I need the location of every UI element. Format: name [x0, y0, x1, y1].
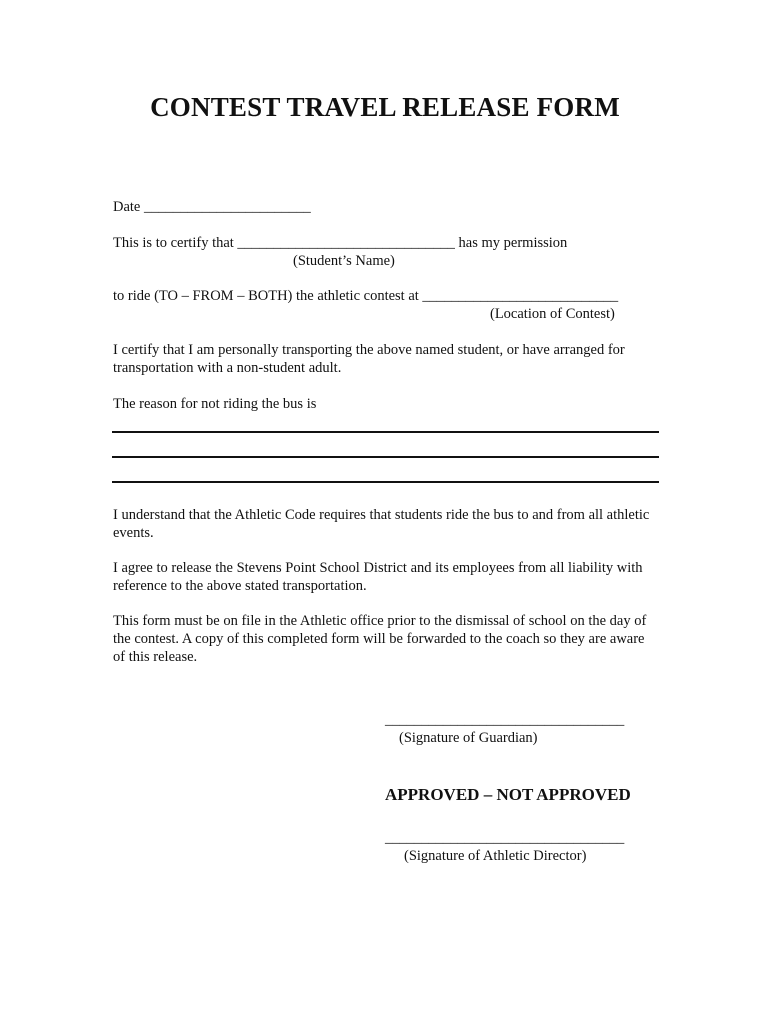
director-signature-caption: (Signature of Athletic Director)	[404, 848, 587, 864]
student-name-caption: (Student’s Name)	[293, 253, 395, 269]
guardian-signature-caption: (Signature of Guardian)	[399, 730, 538, 746]
guardian-signature-line: _________________________________	[385, 712, 625, 728]
athletic-code-paragraph: I understand that the Athletic Code requires that students ride the bus to and from all athletic events.	[113, 507, 650, 541]
date-field-line: Date _______________________	[113, 199, 311, 215]
reason-writing-line	[112, 431, 659, 433]
reason-writing-line	[112, 456, 659, 458]
liability-release-paragraph: I agree to release the Stevens Point School District and its employees from all liability with reference to the above stated transportation.	[113, 560, 643, 594]
approval-status-label: APPROVED – NOT APPROVED	[385, 785, 631, 804]
contest-ride-line: to ride (TO – FROM – BOTH) the athletic contest at ___________________________	[113, 288, 619, 304]
director-signature-line: _________________________________	[385, 830, 625, 846]
transport-paragraph: I certify that I am personally transporting the above named student, or have arranged for transportation with a non-student adult.	[113, 342, 625, 376]
reason-label: The reason for not riding the bus is	[113, 396, 317, 412]
location-caption: (Location of Contest)	[490, 306, 615, 322]
filing-requirement-paragraph: This form must be on file in the Athletic office prior to the dismissal of school on the day of the contest. A copy of this completed form will be forwarded to the coach so they are aware of this release.	[113, 613, 647, 665]
reason-writing-line	[112, 481, 659, 483]
student-certify-line: This is to certify that ______________________________ has my permission	[113, 235, 568, 251]
page-title: CONTEST TRAVEL RELEASE FORM	[150, 92, 620, 122]
